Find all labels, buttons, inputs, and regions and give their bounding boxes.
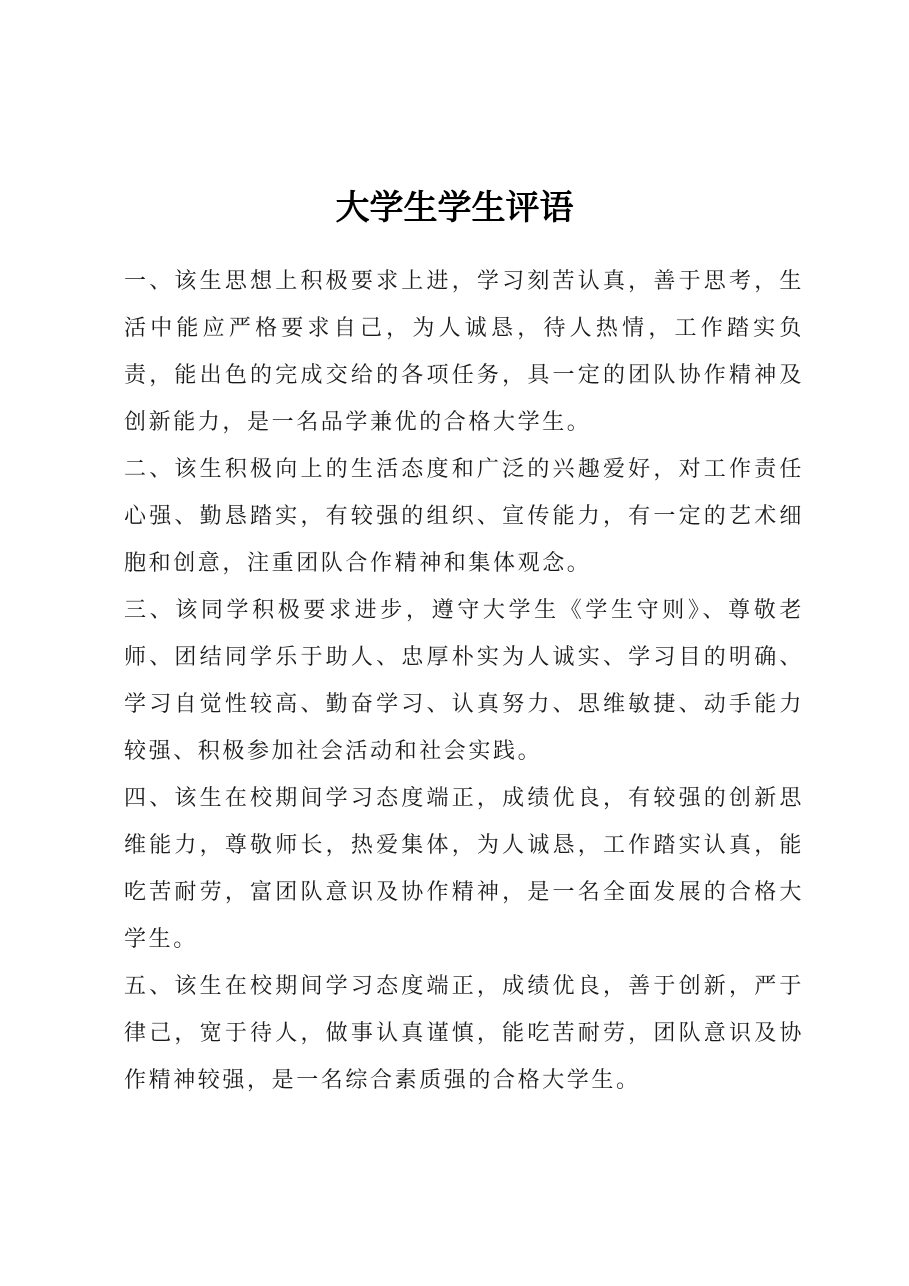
- document-title: 大学生学生评语: [335, 188, 574, 228]
- paragraph-2: 二、该生积极向上的生活态度和广泛的兴趣爱好，对工作责任心强、勤恳踏实，有较强的组织、宣传能力，有一定的艺术细胞和创意，注重团队合作精神和集体观念。: [124, 457, 804, 576]
- paragraph-4: 四、该生在校期间学习态度端正，成绩优良，有较强的创新思维能力，尊敬师长，热爱集体，为人诚恳，工作踏实认真，能吃苦耐劳，富团队意识及协作精神，是一名全面发展的合格大学生。: [124, 786, 804, 952]
- paragraph-3: 三、该同学积极要求进步，遵守大学生《学生守则》、尊敬老师、团结同学乐于助人、忠厚朴实为人诚实、学习目的明确、学习自觉性较高、勤奋学习、认真努力、思维敏捷、动手能力较强、积极参加社会活动和社会实践。: [124, 598, 804, 764]
- paragraph-5: 五、该生在校期间学习态度端正，成绩优良，善于创新，严于律己，宽于待人，做事认真谨慎，能吃苦耐劳，团队意识及协作精神较强，是一名综合素质强的合格大学生。: [124, 974, 804, 1093]
- document-body: [124, 258, 804, 1104]
- paragraph-1: 一、该生思想上积极要求上进，学习刻苦认真，善于思考，生活中能应严格要求自己，为人诚恳，待人热情，工作踏实负责，能出色的完成交给的各项任务，具一定的团队协作精神及创新能力，是一名品学兼优的合格大学生。: [124, 269, 804, 435]
